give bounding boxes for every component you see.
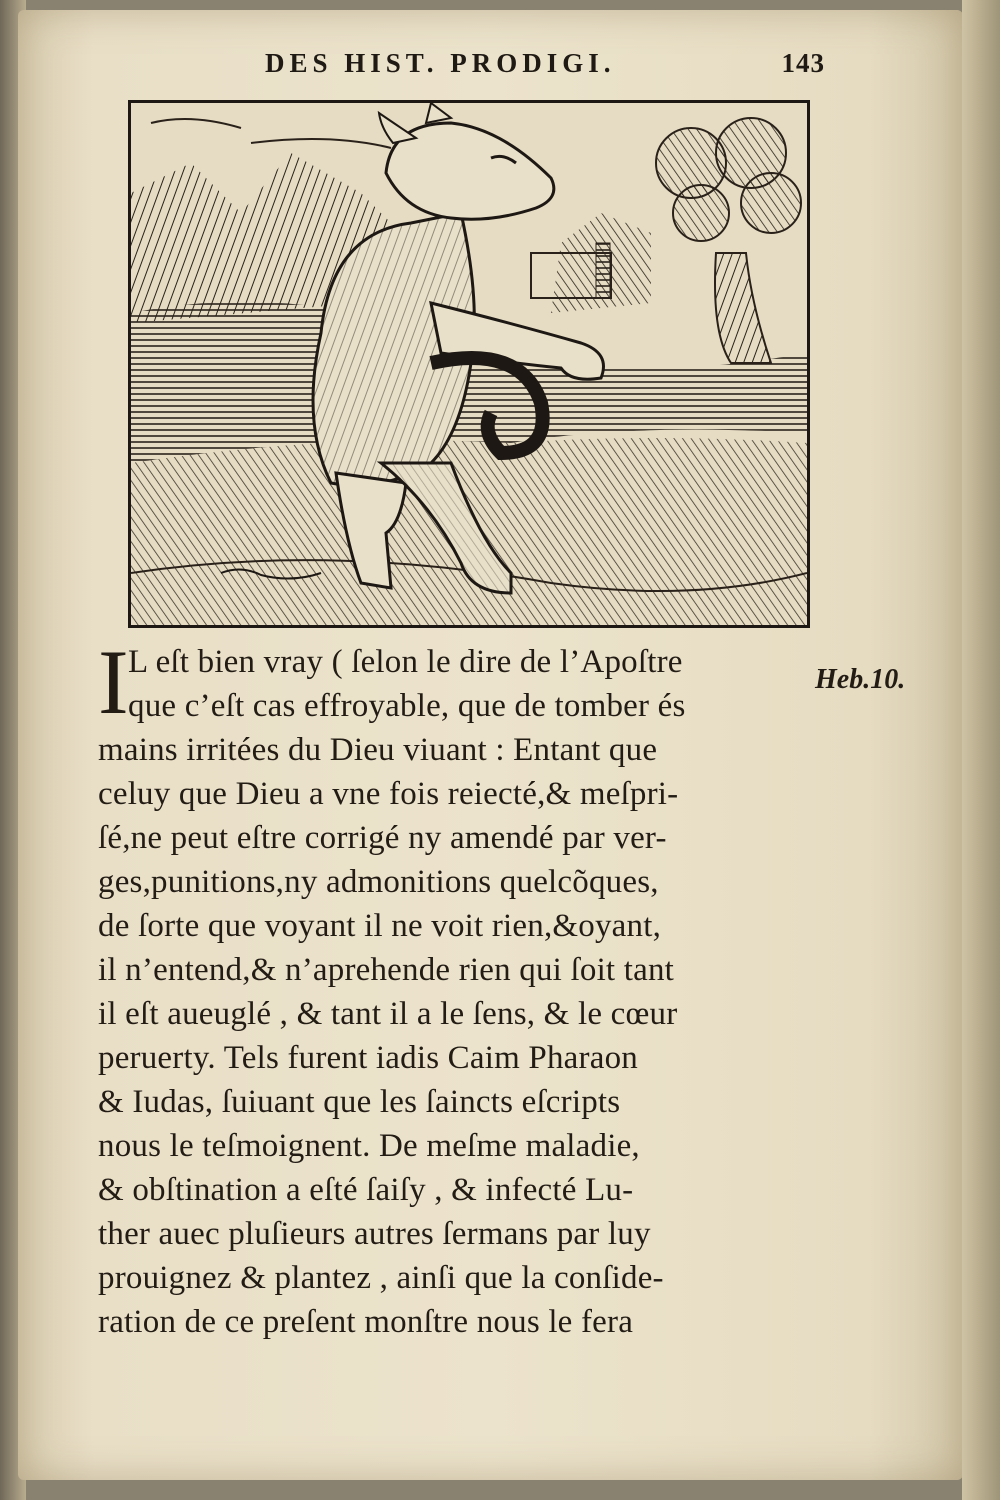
text-line: ges,punitions,ny admonitions quelcõques,	[98, 864, 659, 900]
page-edges	[962, 0, 1000, 1500]
body-text	[98, 631, 810, 1344]
text-line: peruerty. Tels furent iadis Caim Pharaon	[98, 1040, 638, 1076]
page-number: 143	[781, 48, 825, 78]
text-line: celuy que Dieu a vne fois reiecté,& meſpri-	[98, 776, 679, 812]
text-line: que c’eſt cas effroyable, que de tomber és	[128, 688, 686, 724]
text-line: L eſt bien vray ( ſelon le dire de l’Apoſtre	[128, 644, 683, 680]
text-line: & obſtination a eſté ſaiſy , & infecté Lu-	[98, 1172, 634, 1208]
running-title: DES HIST. PRODIGI.	[265, 48, 616, 78]
text-line: nous le teſmoignent. De meſme maladie,	[98, 1128, 640, 1164]
text-line: mains irritées du Dieu viuant : Entant que	[98, 732, 658, 768]
text-line: & Iudas, ſuiuant que les ſaincts eſcripts	[98, 1084, 621, 1120]
text-line: ration de ce preſent monſtre nous le fera	[98, 1304, 634, 1340]
drop-cap: I	[98, 631, 129, 733]
monster-woodcut-icon	[131, 103, 807, 625]
text-line: ſé,ne peut eſtre corrigé ny amendé par ver-	[98, 820, 667, 856]
text-line: ther auec pluſieurs autres ſermans par luy	[98, 1216, 651, 1252]
text-line: de ſorte que voyant il ne voit rien,&oyant,	[98, 908, 662, 944]
woodcut-illustration	[128, 100, 810, 628]
text-line: prouignez & plantez , ainſi que la conſide-	[98, 1260, 664, 1296]
text-line: il n’entend,& n’aprehende rien qui ſoit tant	[98, 952, 675, 988]
margin-note: Heb.10.	[815, 664, 906, 695]
text-line: il eſt aueuglé , & tant il a le ſens, & le cœur	[98, 996, 678, 1032]
running-header	[265, 48, 825, 88]
